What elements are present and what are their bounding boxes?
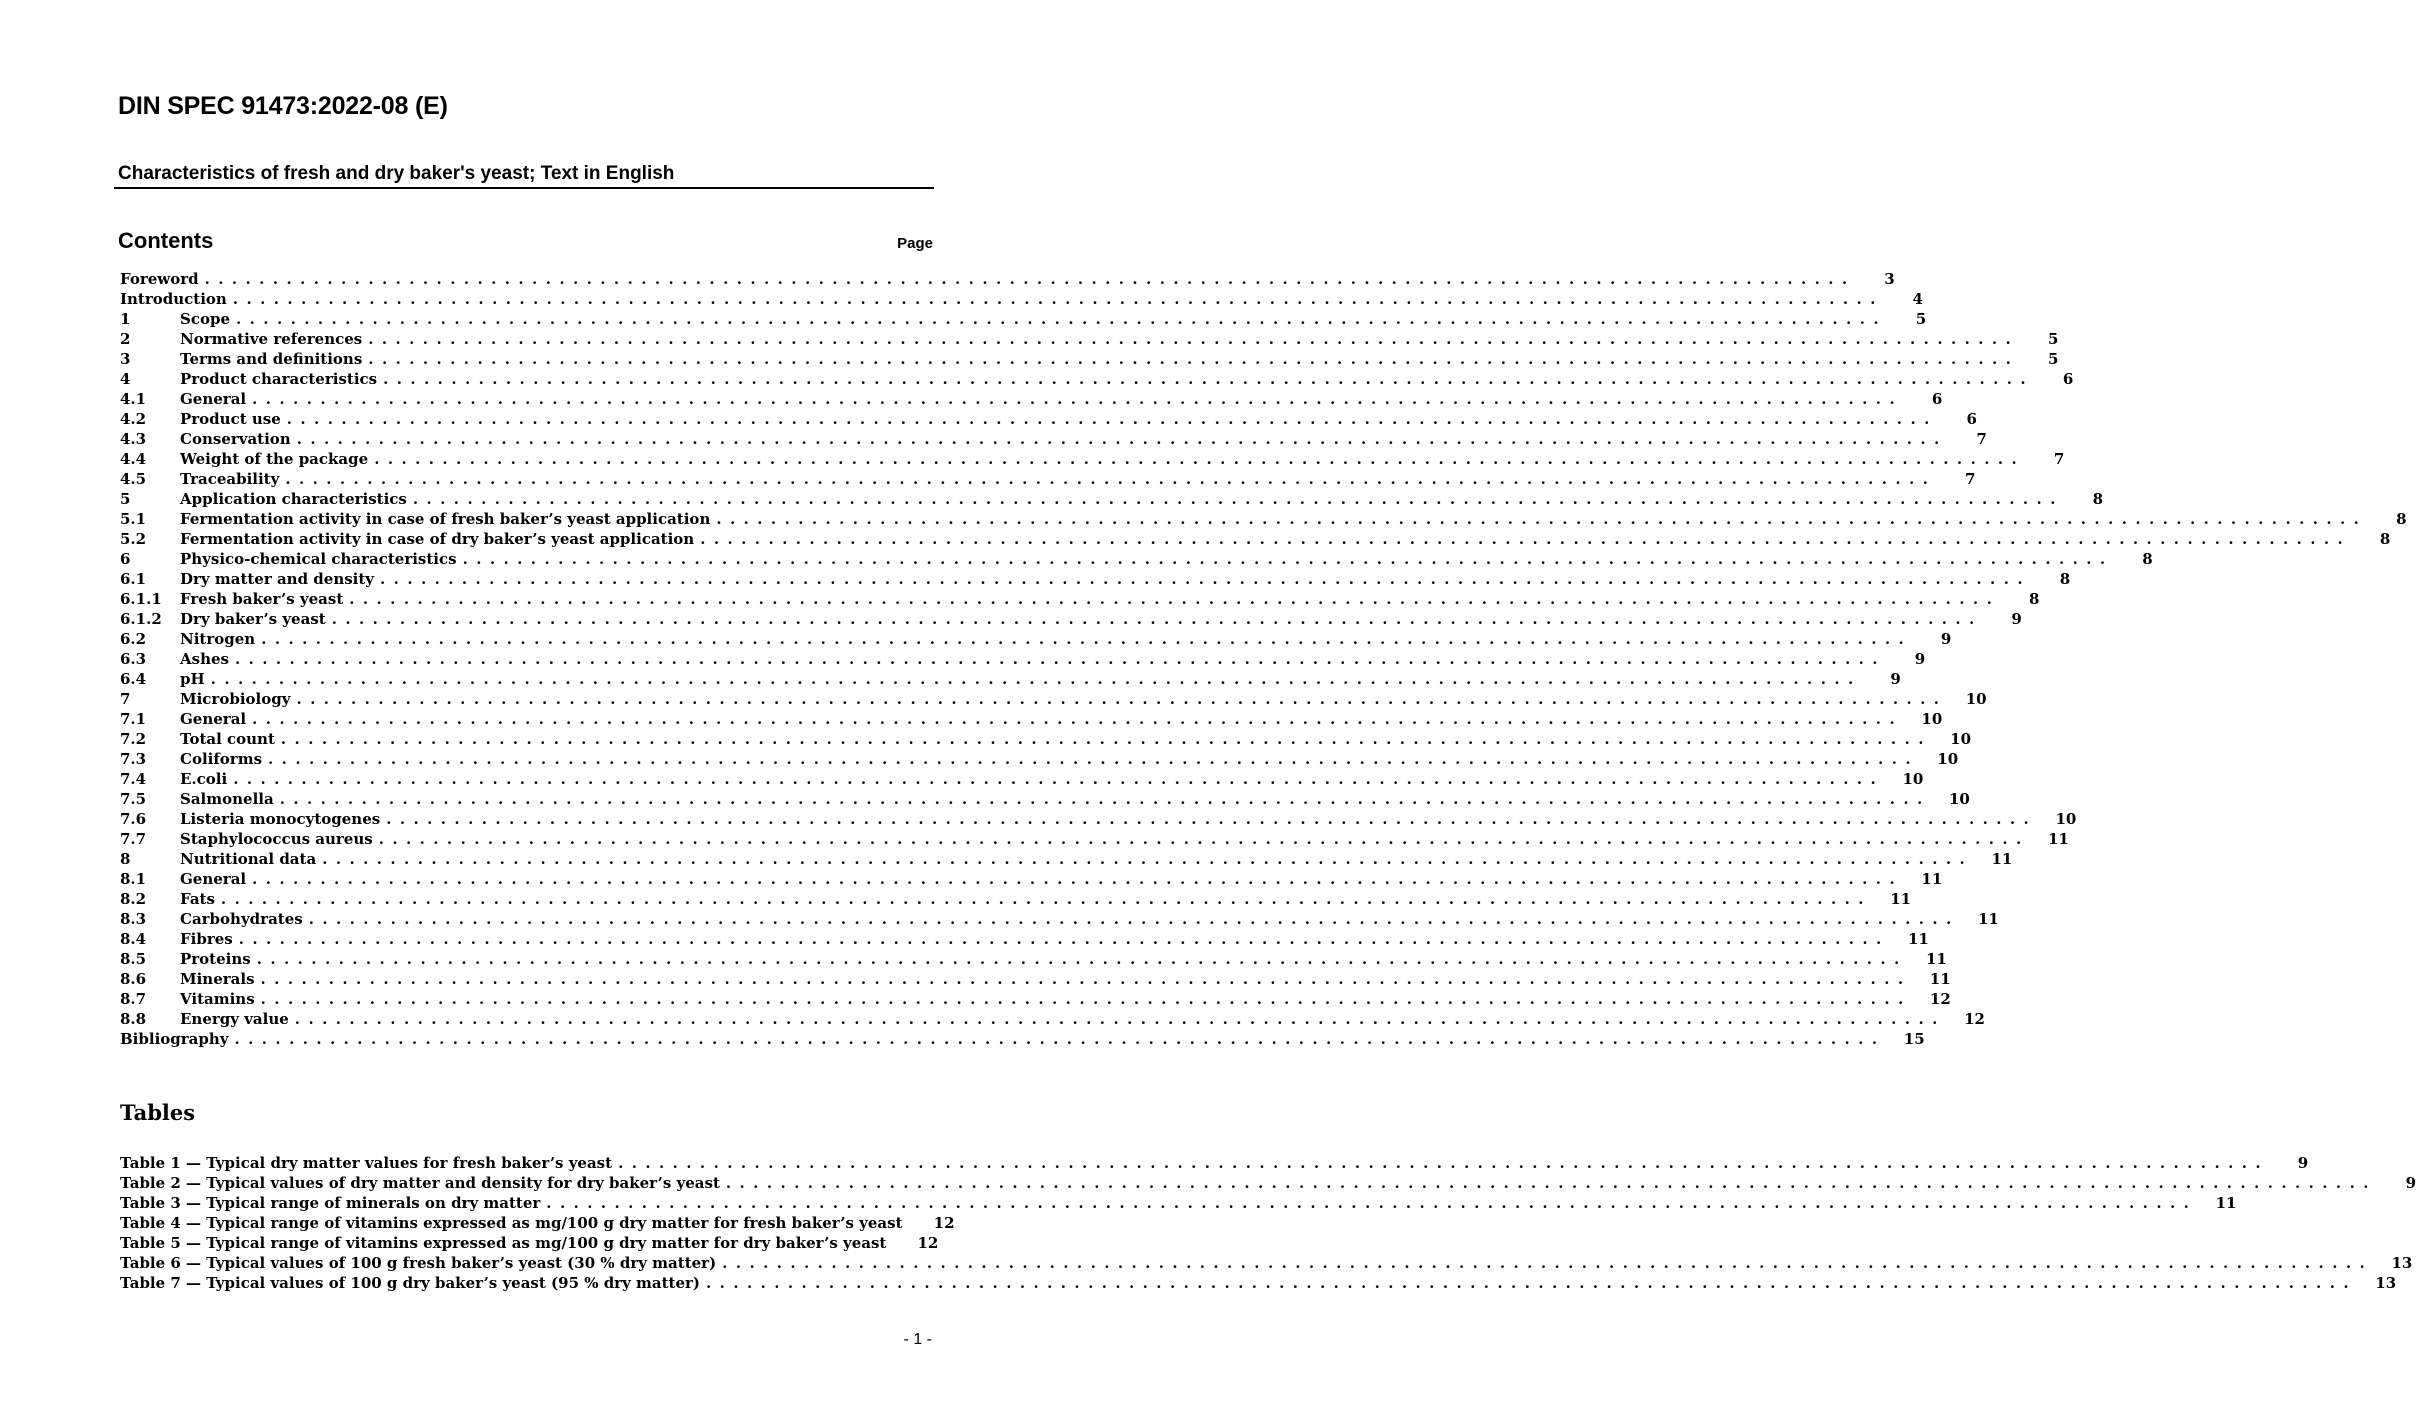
toc-entry[interactable] [120, 669, 1901, 689]
toc-entry-number: 7.1 [120, 710, 147, 728]
dot-leader [413, 489, 2057, 509]
toc-entry-title: Minerals [180, 970, 255, 988]
toc-entry-page: 8 [2059, 570, 2071, 588]
toc-entry-page: 9 [1940, 630, 1952, 648]
dot-leader [618, 1153, 2262, 1173]
dot-leader [700, 529, 2344, 549]
dot-leader [233, 769, 1877, 789]
toc-entry-number: 8.2 [120, 890, 147, 908]
toc-entry-page: 10 [1948, 790, 1970, 808]
toc-entry-number: 4.3 [120, 430, 147, 448]
table-entry-title: Table 7 — Typical values of 100 g dry baker’s yeast (95 % dry matter) [120, 1274, 701, 1292]
dot-leader [236, 309, 1880, 329]
toc-entry-number: 8.6 [120, 970, 147, 988]
toc-entry-title: Microbiology [180, 690, 291, 708]
toc-entry[interactable] [120, 489, 2104, 509]
toc-entry[interactable] [120, 789, 1970, 809]
toc-entry-title: Fibres [180, 930, 233, 948]
dot-leader [374, 449, 2018, 469]
dot-leader [309, 909, 1953, 929]
dot-leader [233, 289, 1877, 309]
contents-heading: Contents [118, 228, 214, 253]
toc-entry-number: 8 [120, 850, 131, 868]
table-list-entry[interactable] [120, 1273, 2397, 1293]
toc-entry-title: Fats [180, 890, 215, 908]
toc-entry-number: 8.5 [120, 950, 147, 968]
table-entry-page: 12 [917, 1234, 939, 1252]
toc-entry[interactable] [120, 329, 2059, 349]
toc-entry-title: Listeria monocytogenes [180, 810, 381, 828]
toc-entry-number: 4.2 [120, 410, 147, 428]
toc-entry-number: 7.6 [120, 810, 147, 828]
dot-leader [706, 1273, 2350, 1293]
table-entry-page: 13 [2391, 1254, 2413, 1272]
toc-entry-page: 10 [1937, 750, 1959, 768]
toc-entry-title: Terms and definitions [180, 350, 363, 368]
toc-entry-number: 6.2 [120, 630, 147, 648]
dot-leader [261, 989, 1905, 1009]
toc-entry[interactable] [120, 869, 1943, 889]
toc-entry-title: Weight of the package [180, 450, 369, 468]
dot-leader [368, 349, 2012, 369]
dot-leader [205, 269, 1849, 289]
table-of-contents [120, 269, 2407, 1049]
toc-entry[interactable] [120, 729, 1972, 749]
toc-entry-title: Total count [180, 730, 275, 748]
document-id: DIN SPEC 91473:2022-08 (E) [118, 92, 448, 120]
dot-leader [235, 1029, 1879, 1049]
toc-entry-title: Vitamins [180, 990, 255, 1008]
toc-entry-number: 7.2 [120, 730, 147, 748]
toc-entry-page: 4 [1912, 290, 1923, 308]
dot-leader [252, 869, 1896, 889]
toc-entry-title: General [180, 870, 247, 888]
toc-entry-page: 11 [1929, 970, 1951, 988]
toc-entry-page: 9 [2011, 610, 2022, 628]
toc-entry-title: Nutritional data [180, 850, 317, 868]
toc-entry-page: 7 [2053, 450, 2065, 468]
toc-entry-title: Nitrogen [180, 630, 256, 648]
toc-entry-number: 6.1.1 [120, 590, 162, 608]
toc-entry-title: General [180, 710, 247, 728]
header-rule [114, 187, 934, 189]
toc-entry-page: 12 [1929, 990, 1951, 1008]
toc-entry[interactable] [120, 689, 1987, 709]
toc-entry-number: 7 [120, 690, 131, 708]
toc-entry-title: Normative references [180, 330, 363, 348]
toc-entry-page: 5 [1915, 310, 1927, 328]
toc-entry-page: 11 [1921, 870, 1943, 888]
toc-entry-title: Carbohydrates [180, 910, 303, 928]
table-entry-page: 11 [2215, 1194, 2237, 1212]
dot-leader [285, 469, 1929, 489]
toc-entry-page: 10 [1965, 690, 1987, 708]
toc-entry-title: Foreword [120, 270, 199, 288]
toc-entry-title: Energy value [180, 1010, 289, 1028]
dot-leader [296, 689, 1940, 709]
toc-entry[interactable] [120, 809, 2077, 829]
dot-leader [268, 749, 1912, 769]
document-subtitle: Characteristics of fresh and dry baker's yeast; Text in English [118, 163, 675, 184]
toc-entry[interactable] [120, 289, 1923, 309]
toc-entry-page: 11 [1890, 890, 1912, 908]
toc-entry-page: 6 [1931, 390, 1943, 408]
toc-entry-page: 3 [1884, 270, 1895, 288]
table-entry-title: Table 4 — Typical range of vitamins expressed as mg/100 g dry matter for fresh baker’s yeast [120, 1214, 903, 1232]
table-entry-page: 9 [2405, 1174, 2416, 1192]
toc-entry-title: Staphylococcus aureus [180, 830, 373, 848]
toc-entry-number: 6.1.2 [120, 610, 162, 628]
toc-entry-page: 5 [2048, 350, 2059, 368]
toc-entry[interactable] [120, 429, 1987, 449]
toc-entry[interactable] [120, 749, 1959, 769]
dot-leader [716, 509, 2360, 529]
toc-entry[interactable] [120, 509, 2407, 529]
toc-entry[interactable] [120, 609, 2022, 629]
dot-leader [221, 889, 1865, 909]
table-list-entry[interactable] [120, 1253, 2413, 1273]
toc-entry-title: Salmonella [180, 790, 274, 808]
toc-entry-number: 5.1 [120, 510, 147, 528]
toc-entry-number: 7.5 [120, 790, 147, 808]
dot-leader [211, 669, 1855, 689]
dot-leader [368, 329, 2012, 349]
toc-entry-page: 8 [2379, 530, 2391, 548]
toc-entry-title: Conservation [180, 430, 291, 448]
table-list-entry[interactable] [120, 1153, 2309, 1173]
toc-entry[interactable] [120, 949, 1947, 969]
list-of-tables [120, 1153, 2416, 1293]
toc-entry-page: 8 [2396, 510, 2407, 528]
toc-entry[interactable] [120, 769, 1924, 789]
toc-entry-number: 6 [120, 550, 131, 568]
table-entry-page: 12 [933, 1214, 955, 1232]
toc-entry-title: Traceability [180, 470, 280, 488]
toc-entry-title: Product use [180, 410, 281, 428]
toc-entry[interactable] [120, 529, 2391, 549]
dot-leader [261, 969, 1905, 989]
toc-entry[interactable] [120, 709, 1943, 729]
toc-entry-title: Scope [180, 310, 231, 328]
toc-entry-number: 7.4 [120, 770, 147, 788]
dot-leader [546, 1193, 2190, 1213]
dot-leader [239, 929, 1883, 949]
toc-entry-number: 8.3 [120, 910, 147, 928]
toc-entry-page: 7 [1976, 430, 1987, 448]
table-list-entry[interactable] [120, 1173, 2416, 1193]
dot-leader [349, 589, 1993, 609]
toc-entry-page: 10 [1921, 710, 1943, 728]
toc-entry-number: 7.7 [120, 830, 147, 848]
dot-leader [252, 709, 1896, 729]
toc-entry-number: 8.1 [120, 870, 147, 888]
toc-entry-number: 7.3 [120, 750, 147, 768]
toc-entry[interactable] [120, 989, 1951, 1009]
toc-entry[interactable] [120, 929, 1929, 949]
page-column-label: Page [897, 235, 933, 252]
table-entry-page: 13 [2375, 1274, 2397, 1292]
toc-entry-title: Proteins [180, 950, 251, 968]
toc-entry-page: 11 [1925, 950, 1947, 968]
toc-entry-number: 4.5 [120, 470, 147, 488]
toc-entry-title: Introduction [120, 290, 227, 308]
toc-entry[interactable] [120, 309, 1927, 329]
toc-entry[interactable] [120, 629, 1952, 649]
dot-leader [322, 849, 1966, 869]
toc-entry[interactable] [120, 849, 2013, 869]
toc-entry-number: 3 [120, 350, 131, 368]
toc-entry-number: 2 [120, 330, 131, 348]
toc-entry-title: Physico-chemical characteristics [180, 550, 457, 568]
toc-entry[interactable] [120, 889, 1912, 909]
table-entry-title: Table 5 — Typical range of vitamins expressed as mg/100 g dry matter for dry baker’s yeast [120, 1234, 887, 1252]
dot-leader [380, 569, 2024, 589]
toc-entry-page: 11 [1977, 910, 1999, 928]
toc-entry[interactable] [120, 449, 2065, 469]
dot-leader [287, 409, 1931, 429]
toc-entry-page: 8 [2028, 590, 2040, 608]
toc-entry-title: Coliforms [180, 750, 263, 768]
toc-entry-page: 6 [2062, 370, 2074, 388]
table-list-entry[interactable] [120, 1193, 2237, 1213]
tables-heading: Tables [120, 1100, 196, 1125]
toc-entry-title: Fermentation activity in case of fresh baker’s yeast application [180, 510, 711, 528]
toc-entry-number: 6.4 [120, 670, 147, 688]
toc-entry-number: 8.7 [120, 990, 147, 1008]
dot-leader [726, 1173, 2370, 1193]
dot-leader [281, 729, 1925, 749]
toc-entry[interactable] [120, 349, 2059, 369]
toc-entry-page: 7 [1965, 470, 1976, 488]
toc-entry-page: 9 [1890, 670, 1901, 688]
table-entry-title: Table 2 — Typical values of dry matter and density for dry baker’s yeast [120, 1174, 720, 1192]
toc-entry-page: 9 [1914, 650, 1926, 668]
toc-entry-title: General [180, 390, 247, 408]
toc-entry-title: Application characteristics [180, 490, 407, 508]
toc-entry-page: 11 [1991, 850, 2013, 868]
toc-entry-page: 8 [2092, 490, 2104, 508]
toc-entry-title: pH [180, 670, 205, 688]
toc-entry[interactable] [120, 389, 1943, 409]
dot-leader [295, 1009, 1939, 1029]
footer-page-number: - 1 - [903, 1331, 932, 1348]
toc-entry-page: 10 [2055, 810, 2077, 828]
toc-entry-number: 8.8 [120, 1010, 147, 1028]
toc-entry[interactable] [120, 909, 1999, 929]
toc-entry[interactable] [120, 409, 1977, 429]
toc-entry[interactable] [120, 1029, 1925, 1049]
toc-entry[interactable] [120, 569, 2071, 589]
dot-leader [261, 629, 1905, 649]
table-entry-title: Table 3 — Typical range of minerals on dry matter [120, 1194, 541, 1212]
dot-leader [235, 649, 1879, 669]
toc-entry-number: 1 [120, 310, 131, 328]
toc-entry[interactable] [120, 369, 2074, 389]
dot-leader [386, 809, 2030, 829]
toc-entry-title: E.coli [180, 770, 228, 788]
toc-entry-page: 5 [2047, 330, 2059, 348]
toc-entry-page: 15 [1903, 1030, 1925, 1048]
toc-entry-number: 8.4 [120, 930, 147, 948]
toc-entry-number: 6.1 [120, 570, 147, 588]
toc-entry-title: Ashes [180, 650, 229, 668]
toc-entry-page: 10 [1902, 770, 1924, 788]
toc-entry-number: 4 [120, 370, 131, 388]
toc-entry-number: 5.2 [120, 530, 147, 548]
table-list-entry[interactable] [120, 1233, 939, 1253]
dot-leader [252, 389, 1896, 409]
table-entry-title: Table 1 — Typical dry matter values for fresh baker’s yeast [120, 1154, 613, 1172]
toc-entry-title: Fermentation activity in case of dry baker’s yeast application [180, 530, 695, 548]
dot-leader [722, 1253, 2366, 1273]
toc-entry-page: 6 [1966, 410, 1977, 428]
toc-entry-title: Bibliography [120, 1030, 229, 1048]
dot-leader [463, 549, 2107, 569]
toc-entry-title: Fresh baker’s yeast [180, 590, 344, 608]
dot-leader [379, 829, 2023, 849]
toc-entry-page: 11 [2047, 830, 2069, 848]
dot-leader [257, 949, 1901, 969]
dot-leader [297, 429, 1941, 449]
dot-leader [383, 369, 2027, 389]
toc-entry-number: 4.1 [120, 390, 147, 408]
dot-leader [332, 609, 1976, 629]
toc-entry[interactable] [120, 269, 1895, 289]
toc-entry-page: 10 [1950, 730, 1972, 748]
toc-entry[interactable] [120, 829, 2069, 849]
toc-entry[interactable] [120, 649, 1926, 669]
toc-entry[interactable] [120, 469, 1976, 489]
toc-entry-title: Product characteristics [180, 370, 378, 388]
toc-entry[interactable] [120, 589, 2040, 609]
dot-leader [280, 789, 1924, 809]
toc-entry-page: 11 [1908, 930, 1929, 948]
toc-entry-number: 6.3 [120, 650, 147, 668]
toc-entry-number: 5 [120, 490, 131, 508]
toc-entry-page: 8 [2142, 550, 2153, 568]
toc-entry-title: Dry matter and density [180, 570, 375, 588]
toc-entry-title: Dry baker’s yeast [180, 610, 326, 628]
table-list-entry[interactable] [120, 1213, 955, 1233]
toc-entry-page: 12 [1964, 1010, 1985, 1028]
toc-entry[interactable] [120, 969, 1951, 989]
table-entry-title: Table 6 — Typical values of 100 g fresh baker’s yeast (30 % dry matter) [120, 1254, 717, 1272]
toc-entry[interactable] [120, 549, 2153, 569]
table-entry-page: 9 [2297, 1154, 2309, 1172]
toc-entry[interactable] [120, 1009, 1985, 1029]
toc-entry-number: 4.4 [120, 450, 147, 468]
